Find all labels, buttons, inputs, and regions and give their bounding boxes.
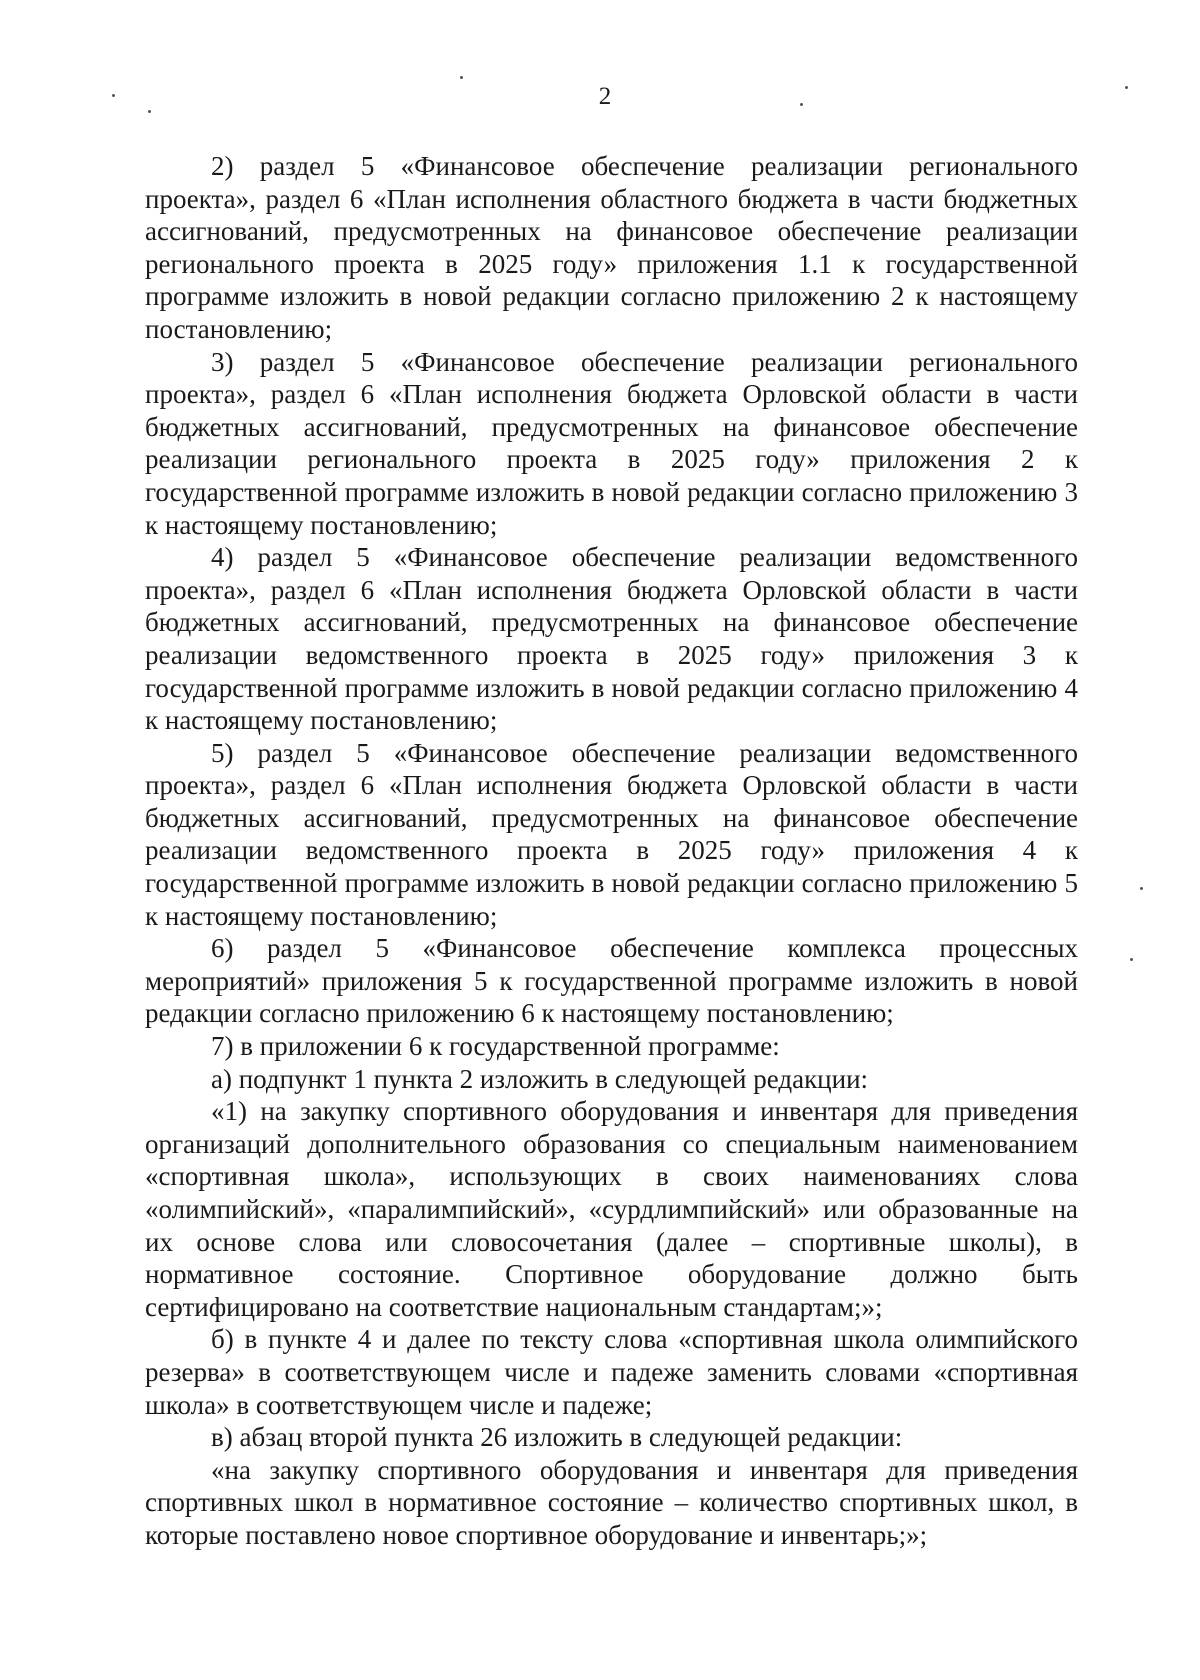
paragraph-quote-1: «1) на закупку спортивного оборудования и инвентаря для приведения организаций дополнительного образования со специальным наименованием «спортивная школа», использующих в своих наименованиях слова «олимпийский», «паралимпийский», «сурдлимпийский» или образованные на их основе слова или словосочетания (далее – спортивные школы), в нормативное состояние. Спортивное оборудование должно быть сертифицировано на соответствие национальным стандартам;»; (145, 1096, 1078, 1322)
paragraph-item-7: 7) в приложении 6 к государственной программе: (211, 1031, 780, 1062)
scan-speck (112, 94, 115, 97)
scan-speck (1130, 958, 1133, 961)
paragraph-quote-2: «на закупку спортивного оборудования и инвентаря для приведения спортивных школ в нормативное состояние – количество спортивных школ, в которые поставлено новое спортивное оборудование и инвентарь;»; (145, 1454, 1078, 1550)
scan-speck (1125, 86, 1128, 89)
paragraph-item-2: 2) раздел 5 «Финансовое обеспечение реализации регионального проекта», раздел 6 «План исполнения областного бюджета в части бюджетных ассигнований, предусмотренных на финансовое обеспечение реализации регионального проекта в 2025 году» приложения 1.1 к государственной программе изложить в новой редакции согласно приложению 2 к настоящему постановлению; (145, 151, 1078, 344)
paragraph-item-3: 3) раздел 5 «Финансовое обеспечение реализации регионального проекта», раздел 6 «План исполнения бюджета Орловской области в части бюджетных ассигнований, предусмотренных на финансовое обеспечение реализации регионального проекта в 2025 году» приложения 2 к государственной программе изложить в новой редакции согласно приложению 3 к настоящему постановлению; (145, 346, 1078, 540)
paragraph-item-4: 4) раздел 5 «Финансовое обеспечение реализации ведомственного проекта», раздел 6 «План исполнения бюджета Орловской области в части бюджетных ассигнований, предусмотренных на финансовое обеспечение реализации ведомственного проекта в 2025 году» приложения 3 к государственной программе изложить в новой редакции согласно приложению 4 к настоящему постановлению; (145, 542, 1078, 736)
paragraph-subitem-b: б) в пункте 4 и далее по тексту слова «спортивная школа олимпийского резерва» в соответствующем числе и падеже заменить словами «спортивная школа» в соответствующем числе и падеже; (145, 1324, 1078, 1420)
document-body (145, 150, 1078, 1552)
scan-speck (800, 103, 803, 106)
paragraph-subitem-v: в) абзац второй пункта 26 изложить в следующей редакции: (211, 1422, 903, 1453)
page-number: 2 (598, 83, 612, 110)
paragraph-subitem-a: а) подпункт 1 пункта 2 изложить в следующей редакции: (211, 1063, 869, 1094)
paragraph-item-6: 6) раздел 5 «Финансовое обеспечение комплекса процессных мероприятий» приложения 5 к государственной программе изложить в новой редакции согласно приложению 6 к настоящему постановлению; (145, 933, 1078, 1029)
scan-speck (460, 76, 463, 79)
paragraph-item-5: 5) раздел 5 «Финансовое обеспечение реализации ведомственного проекта», раздел 6 «План исполнения бюджета Орловской области в части бюджетных ассигнований, предусмотренных на финансовое обеспечение реализации ведомственного проекта в 2025 году» приложения 4 к государственной программе изложить в новой редакции согласно приложению 5 к настоящему постановлению; (145, 737, 1078, 931)
scan-speck (148, 110, 151, 113)
scan-speck (1140, 887, 1143, 890)
